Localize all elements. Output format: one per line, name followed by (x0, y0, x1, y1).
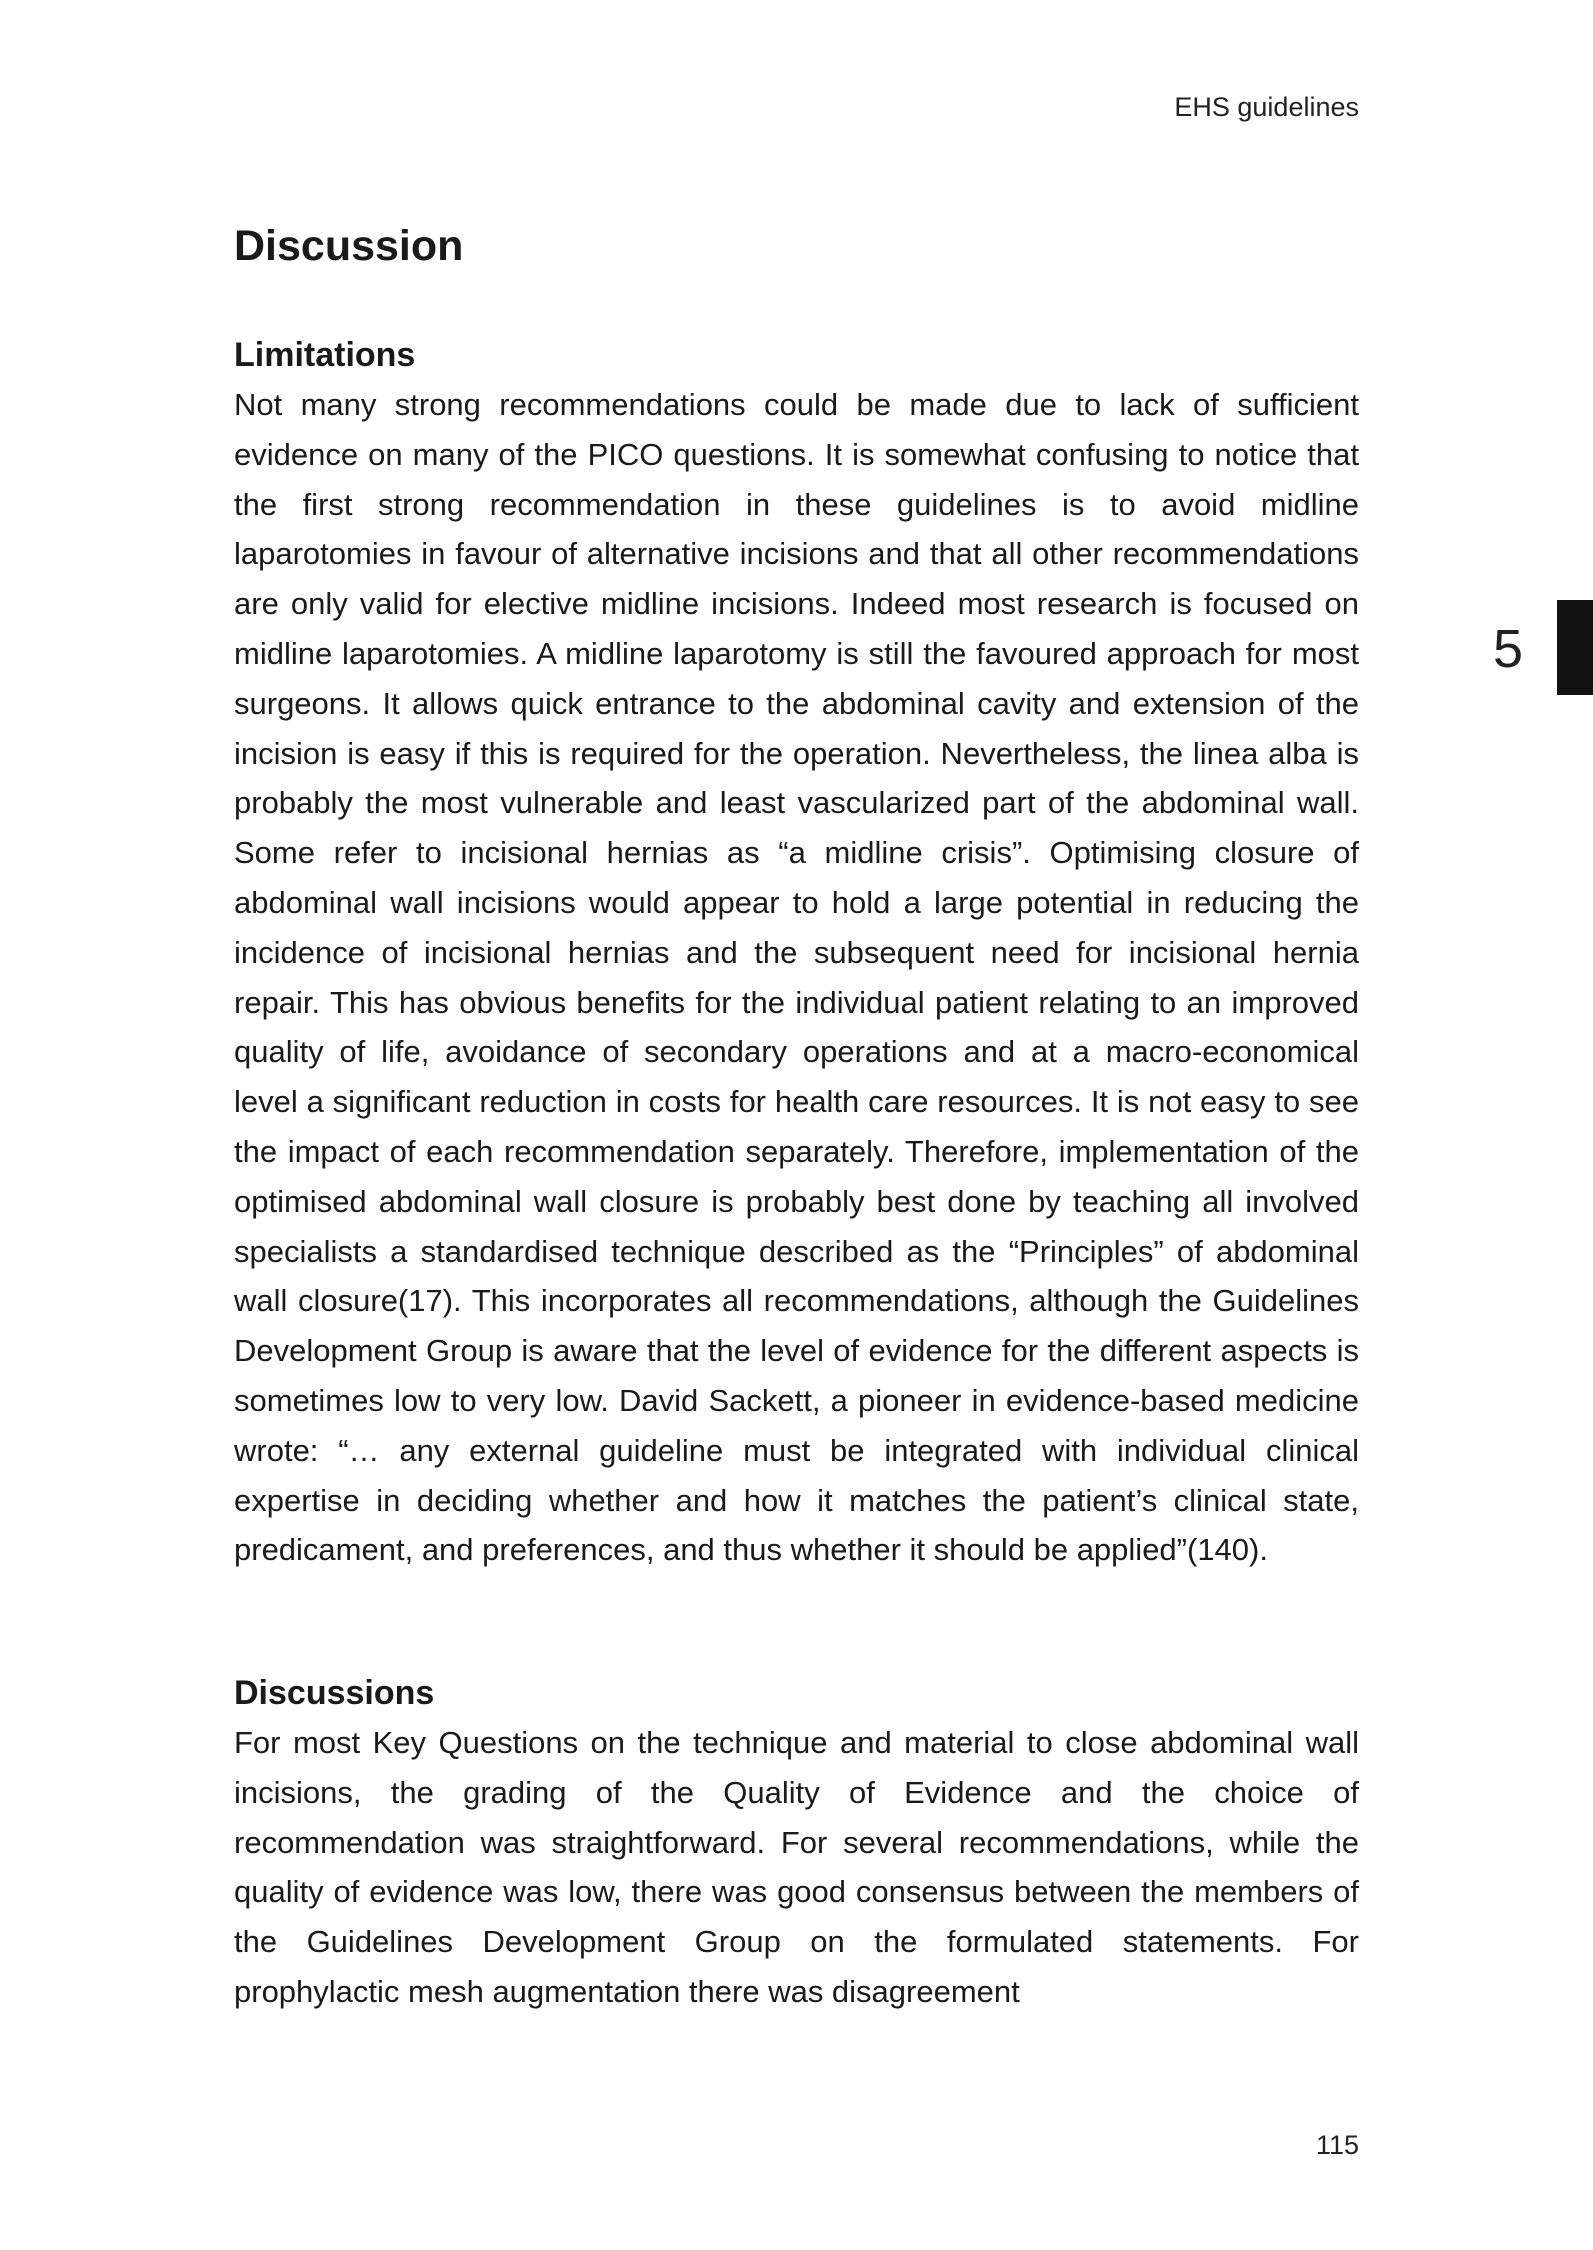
section-title: Discussion (234, 222, 464, 270)
chapter-number: 5 (1493, 619, 1524, 679)
discussions-section (234, 1668, 1359, 2017)
chapter-tab-marker (1557, 600, 1593, 695)
limitations-section (234, 330, 1359, 1575)
discussions-heading: Discussions (234, 1674, 435, 1712)
running-header: EHS guidelines (1174, 92, 1359, 122)
discussions-paragraph: For most Key Questions on the technique and material to close abdominal wall incisions, the grading of the Quality of Evidence and the choice of recommendation was straightforward. For several recommendations, while the quality of evidence was low, there was good consensus between the members of the Guidelines Development Group on the formulated statements. For prophylactic mesh augmentation there was disagreement (234, 1725, 1359, 2009)
limitations-paragraph: Not many strong recommendations could be made due to lack of sufficient evidence on many of the PICO questions. It is somewhat confusing to notice that the first strong recommendation in these guidelines is to avoid midline laparotomies in favour of alternative incisions and that all other recommendations are only valid for elective midline incisions. Indeed most research is focused on midline laparotomies. A midline laparotomy is still the favoured approach for most surgeons. It allows quick entrance to the abdominal cavity and extension of the incision is easy if this is required for the operation. Nevertheless, the linea alba is probably the most vulnerable and least vascularized part of the abdominal wall. Some refer to incisional hernias as “a midline crisis”. Optimising closure of abdominal wall incisions would appear to hold a large potential in reducing the incidence of incisional hernias and the subsequent need for incisional hernia repair. This has obvious benefits for the individual patient relating to an improved quality of life, avoidance of secondary operations and at a macro-economical level a significant reduction in costs for health care resources. It is not easy to see the impact of each recommendation separately. Therefore, implementation of the optimised abdominal wall closure is probably best done by teaching all involved specialists a standardised technique described as the “Principles” of abdominal wall closure(17). This incorporates all recommendations, although the Guidelines Development Group is aware that the level of evidence for the different aspects is sometimes low to very low. David Sackett, a pioneer in evidence-based medicine wrote: “… any external guideline must be integrated with individual clinical expertise in deciding whether and how it matches the patient’s clinical state, predicament, and preferences, and thus whether it should be applied”(140). (234, 387, 1359, 1568)
page-number: 115 (1315, 2130, 1359, 2160)
limitations-heading: Limitations (234, 336, 416, 374)
